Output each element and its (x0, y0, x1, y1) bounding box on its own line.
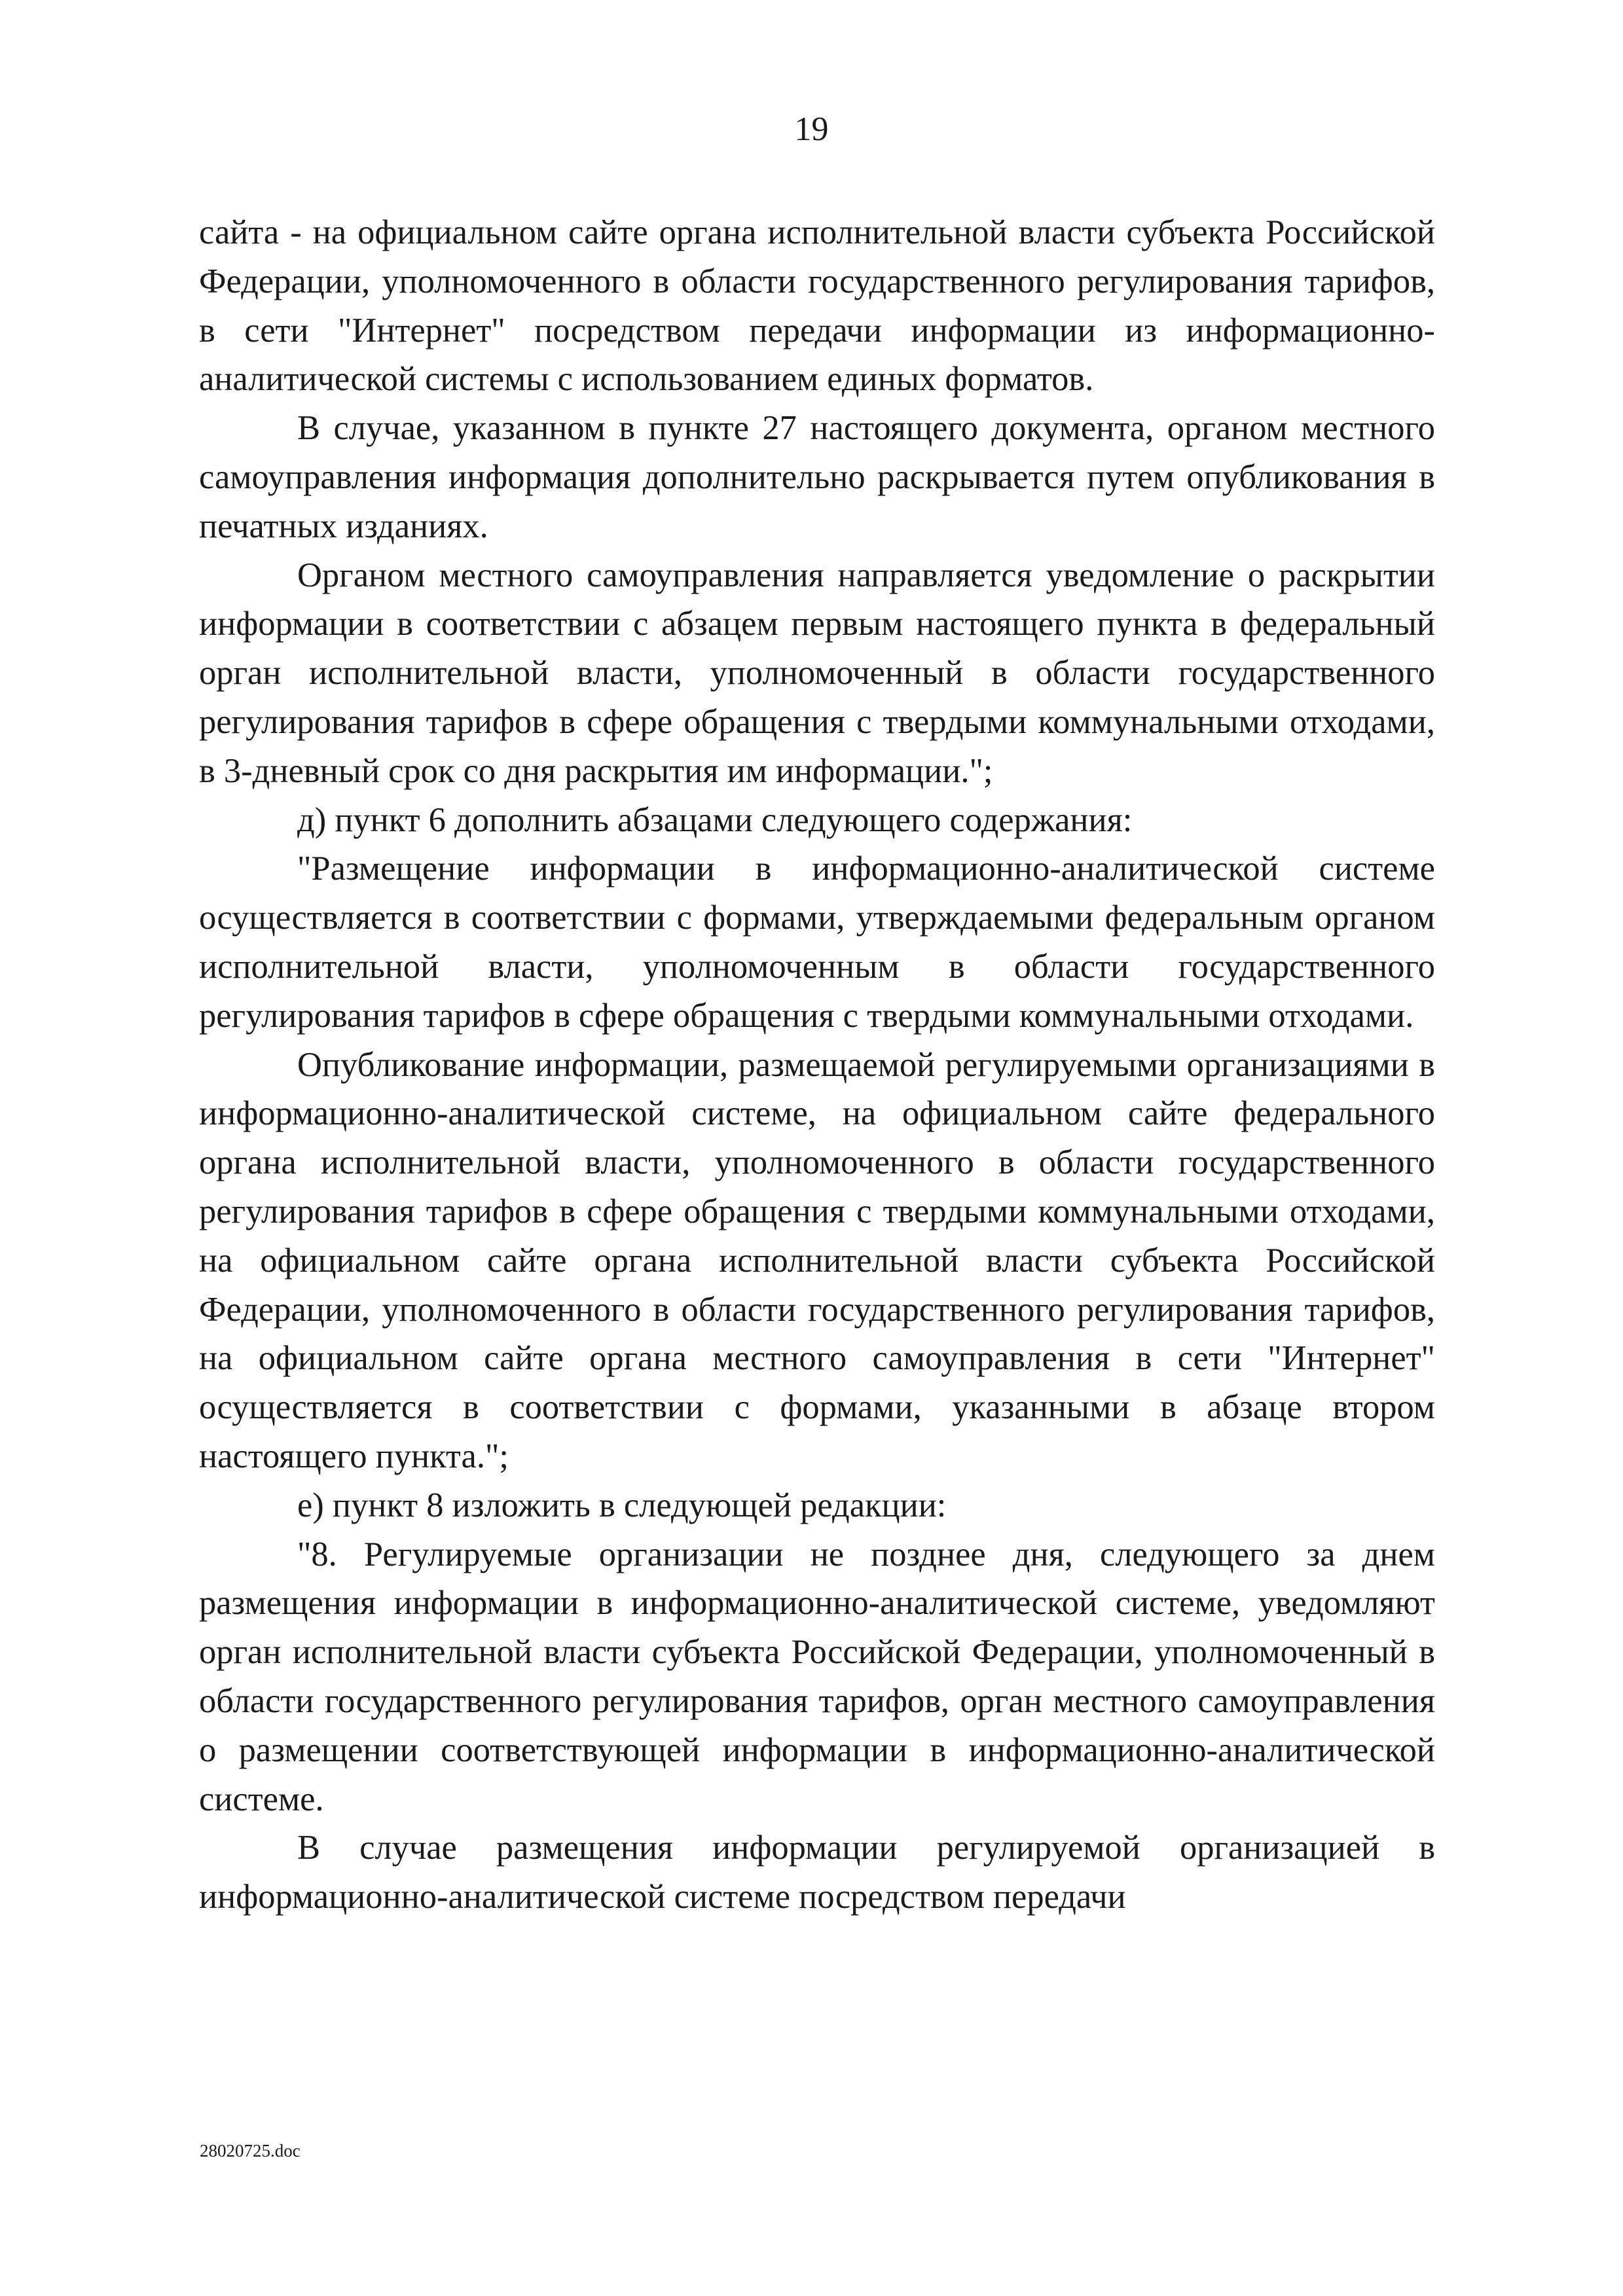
paragraph: "Размещение информации в информационно-аналитической системе осуществляется в соответствии с формами, утверждаемыми федеральным органом исполнительной власти, уполномоченным в области государственного регулирования тарифов в сфере обращения с твердыми коммунальными отходами. (199, 850, 1435, 1035)
paragraph: д) пункт 6 дополнить абзацами следующего содержания: (297, 800, 1133, 839)
paragraph: В случае размещения информации регулируемой организацией в информационно-аналитической системе посредством передачи (199, 1829, 1435, 1916)
paragraph: "8. Регулируемые организации не позднее дня, следующего за днем размещения информации в информационно-аналитической системе, уведомляют орган исполнительной власти субъекта Российской Федерации, уполномоченный в области государственного регулирования тарифов, орган местного самоуправления о размещении соответствующей информации в информационно-аналитической системе. (199, 1535, 1435, 1818)
paragraph: сайта - на официальном сайте органа исполнительной власти субъекта Российской Федерации, уполномоченного в области государственного регулирования тарифов, в сети "Интернет" посредством передачи информации из информационно-аналитической системы с использованием единых форматов. (199, 213, 1435, 399)
document-file-id: 28020725.doc (200, 2141, 301, 2161)
page-number: 19 (794, 111, 829, 148)
paragraph: е) пункт 8 изложить в следующей редакции: (297, 1486, 947, 1524)
paragraph: Опубликование информации, размещаемой регулируемыми организациями в информационно-аналитической системе, на официальном сайте федерального органа исполнительной власти, уполномоченного в области государственного регулирования тарифов в сфере обращения с твердыми коммунальными отходами, на официальном сайте органа исполнительной власти субъекта Российской Федерации, уполномоченного в области государственного регулирования тарифов, на официальном сайте органа местного самоуправления в сети "Интернет" осуществляется в соответствии с формами, указанными в абзаце втором настоящего пункта."; (199, 1045, 1435, 1475)
paragraph: Органом местного самоуправления направляется уведомление о раскрытии информации в соответствии с абзацем первым настоящего пункта в федеральный орган исполнительной власти, уполномоченный в области государственного регулирования тарифов в сфере обращения с твердыми коммунальными отходами, в 3-дневный срок со дня раскрытия им информации."; (199, 556, 1435, 790)
document-body (199, 208, 1435, 1922)
paragraph: В случае, указанном в пункте 27 настоящего документа, органом местного самоуправления информация дополнительно раскрывается путем опубликования в печатных изданиях. (199, 409, 1435, 545)
